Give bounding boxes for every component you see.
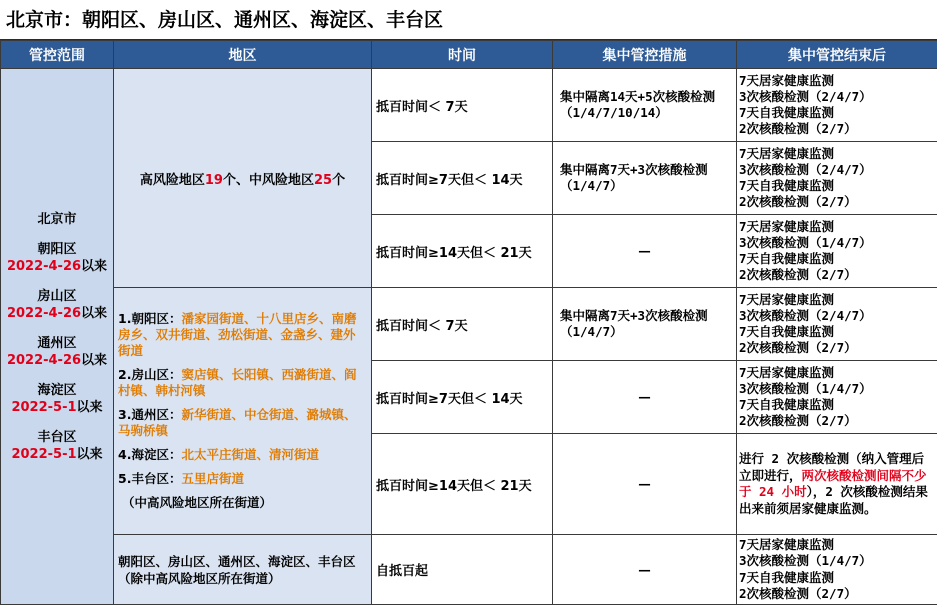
header-measure: 集中管控措施	[553, 41, 737, 69]
scope-date-4: 2022-5-1	[11, 446, 77, 462]
after-line: 7天自我健康监测	[739, 251, 835, 266]
scope-date-3: 2022-5-1	[11, 399, 77, 415]
street-district: 4.海淀区：	[118, 447, 182, 462]
after-line: 2次核酸检测（2/7）	[739, 267, 857, 283]
after-line: 2次核酸检测（2/7）	[739, 194, 857, 210]
time-cell: 抵百时间≥7天但＜ 14天	[372, 361, 553, 434]
after-cell	[737, 361, 937, 434]
street-district: 2.房山区：	[118, 367, 182, 382]
after-cell-special	[737, 434, 937, 535]
after-line: 7天自我健康监测	[739, 324, 835, 339]
after-cell	[737, 142, 937, 215]
table-row	[1, 288, 937, 361]
scope-suffix-2: 以来	[81, 352, 108, 368]
scope-date-2: 2022-4-26	[6, 352, 82, 368]
table-row	[1, 69, 937, 142]
area-unit-text: 个	[332, 172, 346, 188]
scope-date-1: 2022-4-26	[6, 305, 82, 321]
area-high-risk	[114, 69, 372, 288]
street-note: （中高风险地区所在街道）	[122, 495, 273, 510]
time-cell: 自抵百起	[372, 535, 553, 605]
scope-district-0: 朝阳区	[37, 241, 77, 257]
scope-suffix-3: 以来	[76, 399, 103, 415]
after-line: 7天居家健康监测	[739, 537, 835, 553]
after-cell	[737, 215, 937, 288]
street-list: 北太平庄街道、清河街道	[181, 447, 319, 462]
control-table	[0, 40, 937, 605]
scope-district-4: 丰台区	[37, 429, 77, 445]
header-row	[1, 41, 937, 69]
measure-cell: 集中隔离14天+5次核酸检测（1/4/7/10/14）	[553, 69, 737, 142]
scope-city: 北京市	[37, 211, 77, 227]
table-row	[1, 535, 937, 605]
after-line: 3次核酸检测（1/4/7）	[739, 234, 872, 250]
area-mid-text: 个、中风险地区	[222, 172, 314, 188]
time-cell: 抵百时间≥14天但＜ 21天	[372, 215, 553, 288]
time-cell: 抵百时间＜ 7天	[372, 288, 553, 361]
street-group	[118, 447, 367, 463]
after-cell	[737, 535, 937, 605]
after-line: 7天自我健康监测	[739, 178, 835, 193]
measure-cell: —	[553, 361, 737, 434]
street-list: 潘家园街道、十八里店乡、南磨房乡、双井街道、劲松街道、金盏乡、建外街道	[118, 311, 357, 358]
scope-district-1: 房山区	[37, 288, 77, 304]
area-streets	[114, 288, 372, 535]
after-line: 7天居家健康监测	[739, 145, 835, 161]
measure-cell: —	[553, 215, 737, 288]
street-group	[118, 311, 367, 359]
after-line: 7天居家健康监测	[739, 364, 835, 380]
page-title: 北京市：朝阳区、房山区、通州区、海淀区、丰台区	[0, 0, 937, 40]
after-cell	[737, 69, 937, 142]
measure-cell: —	[553, 434, 737, 535]
street-district: 3.通州区：	[118, 407, 182, 422]
after-line: 7天居家健康监测	[739, 291, 835, 307]
street-list: 五里店街道	[181, 471, 244, 486]
time-cell: 抵百时间＜ 7天	[372, 69, 553, 142]
measure-cell: 集中隔离7天+3次核酸检测（1/4/7）	[553, 142, 737, 215]
street-list: 窦店镇、长阳镇、西潞街道、阎村镇、韩村河镇	[118, 367, 357, 398]
area-others: 朝阳区、房山区、通州区、海淀区、丰台区（除中高风险地区所在街道）	[114, 535, 372, 605]
street-group	[118, 367, 367, 399]
after-line: 2次核酸检测（2/7）	[739, 413, 857, 429]
after-special-text: 进行 2 次核酸检测（纳入管理后立即进行，	[739, 451, 925, 483]
header-area: 地区	[114, 41, 372, 69]
scope-district-3: 海淀区	[37, 382, 77, 398]
area-high-text: 高风险地区	[139, 172, 205, 188]
street-group	[118, 471, 367, 487]
time-cell: 抵百时间≥14天但＜ 21天	[372, 434, 553, 535]
scope-suffix-0: 以来	[81, 258, 108, 274]
after-line: 7天居家健康监测	[739, 72, 835, 88]
street-group	[118, 407, 367, 439]
after-line: 7天自我健康监测	[739, 397, 835, 412]
scope-cell	[1, 69, 114, 605]
after-special-highlight: 两次核酸检测间隔不少于 24 小时	[739, 467, 927, 499]
after-line: 7天居家健康监测	[739, 218, 835, 234]
after-cell	[737, 288, 937, 361]
after-line: 7天自我健康监测	[739, 105, 835, 120]
mid-risk-count: 25	[314, 172, 333, 188]
scope-date-0: 2022-4-26	[6, 258, 82, 274]
after-line: 3次核酸检测（2/4/7）	[739, 161, 872, 177]
measure-cell: —	[553, 535, 737, 605]
header-after: 集中管控结束后	[737, 41, 937, 69]
after-line: 2次核酸检测（2/7）	[739, 585, 857, 601]
after-line: 2次核酸检测（2/7）	[739, 121, 857, 137]
scope-district-2: 通州区	[37, 335, 77, 351]
time-cell: 抵百时间≥7天但＜ 14天	[372, 142, 553, 215]
scope-suffix-1: 以来	[81, 305, 108, 321]
scope-suffix-4: 以来	[76, 446, 103, 462]
header-scope: 管控范围	[1, 41, 114, 69]
after-line: 3次核酸检测（2/4/7）	[739, 307, 872, 323]
high-risk-count: 19	[204, 172, 223, 188]
after-line: 3次核酸检测（1/4/7）	[739, 380, 872, 396]
header-time: 时间	[372, 41, 553, 69]
after-line: 7天自我健康监测	[739, 569, 835, 585]
after-line: 3次核酸检测（1/4/7）	[739, 553, 872, 569]
street-district: 1.朝阳区：	[118, 311, 182, 326]
street-list: 新华街道、中仓街道、潞城镇、马驹桥镇	[118, 407, 357, 438]
after-special-text-end: ），2 次核酸检测结果出来前须居家健康监测。	[739, 484, 928, 516]
after-line: 2次核酸检测（2/7）	[739, 340, 857, 356]
street-district: 5.丰台区：	[118, 471, 182, 486]
measure-cell: 集中隔离7天+3次核酸检测（1/4/7）	[553, 288, 737, 361]
after-line: 3次核酸检测（2/4/7）	[739, 88, 872, 104]
